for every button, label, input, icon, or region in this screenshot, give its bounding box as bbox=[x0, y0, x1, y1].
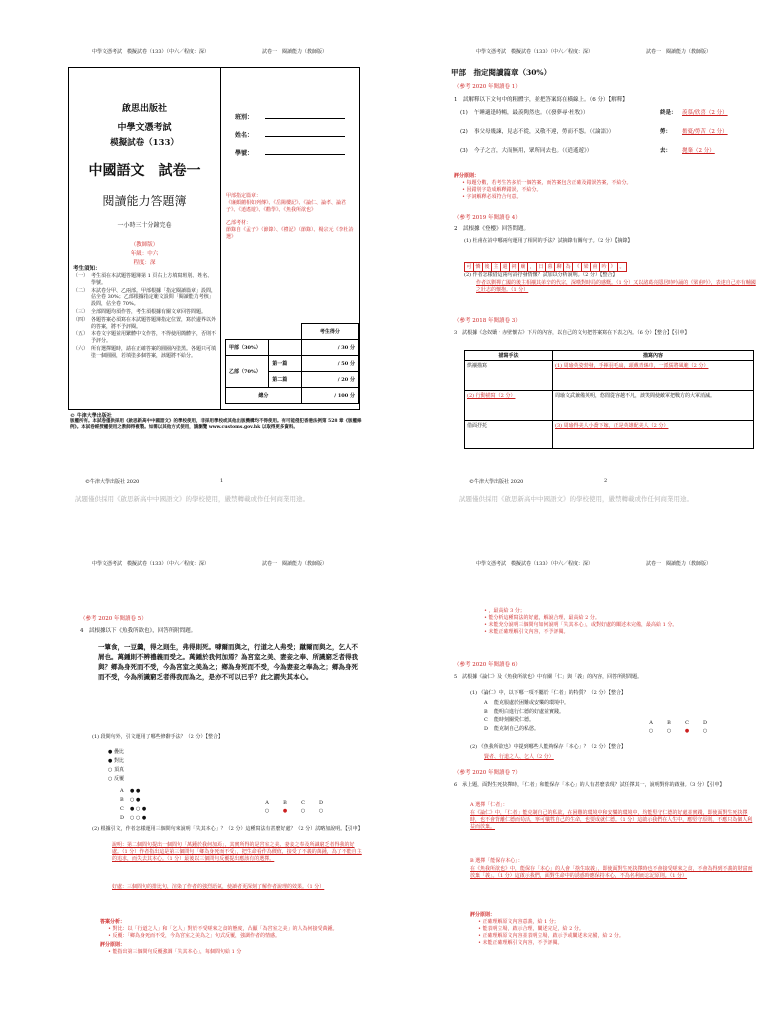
option-text: 能明白進行仁德的好處並實踐。 bbox=[494, 708, 565, 715]
item-number: (3) bbox=[460, 148, 468, 154]
option-letter: D bbox=[484, 725, 489, 732]
item-answer: 擔憂/勞苦（2 分） bbox=[682, 129, 728, 135]
q4b-merit: 好處：三個問句的排比句，渲染了作者的強烈語氣，使讀者更深刻了解作者說理的效果。（1 分） bbox=[112, 884, 325, 890]
header-left: 中學文憑考試 模擬試卷（133）（中六／程度：深） bbox=[92, 49, 210, 55]
q4b-text: (2) 根據引文，作者怎樣運用三個問句來說明「失其本心」？（2 分）這種寫法有甚麼好處？（2 分）試略加說明。【引申】 bbox=[92, 826, 363, 832]
header-right: 試卷一 閱讀能力（教師版） bbox=[646, 561, 712, 567]
score-cell: / 50 分 bbox=[301, 356, 358, 372]
q3-text: 3 試根據《念奴嬌‧赤壁懷古》下片的內容，以自己的文句把答案寫在下表之內。（6 分）【整合】【引申】 bbox=[454, 330, 690, 336]
option-item: ○ 頂真 bbox=[108, 767, 124, 773]
q1-item bbox=[460, 148, 760, 167]
header-right: 試卷一 閱讀能力（教師版） bbox=[262, 561, 328, 567]
q2a-text: (1) 杜甫在詩中哪兩句運用了相同的手法？試摘錄有關句子。（2 分）【摘錄】 bbox=[464, 238, 633, 244]
choice-item bbox=[120, 805, 146, 814]
grid-cell: 可 bbox=[464, 262, 474, 272]
note-text: 考生須在本試題答題簿第 1 頁右上方填寫班別、姓名、學號。 bbox=[91, 273, 213, 286]
note-text: 所有選擇題時，請在正確答案的圓圈內塗黑。各題只可填塗一個圓圈，若填塗多個答案，該題將不給分。 bbox=[91, 345, 217, 359]
q6-option-b: B 選擇「能保存本心」： bbox=[470, 858, 523, 864]
publisher: 啟思出版社 bbox=[121, 104, 167, 114]
page-2 bbox=[384, 0, 768, 512]
q2-text: 2 試根據《登樓》回答問題。 bbox=[454, 226, 530, 232]
ref-b: 節錄自《孟子》（節錄）、《禮記》（節錄）、楊宗元《李杜詩選》 bbox=[226, 227, 354, 240]
table-cell: (1) 周瑜英姿勃發，手揮羽毛扇，頭戴青絲巾，一派儒將風範（2 分） bbox=[553, 361, 754, 391]
q2-source: （參考 2019 年閱讀卷 4） bbox=[454, 215, 521, 221]
score-cell: 乙部（70%） bbox=[226, 356, 269, 388]
header-left: 中學文憑考試 模擬試卷（133）（中六／程度：深） bbox=[92, 561, 210, 567]
q5-options bbox=[484, 699, 569, 733]
rubric-item: • 字詞解釋必須符合句意。 bbox=[462, 194, 522, 200]
item-text: 午睡適逢時暢，最羨陶然也。（《發夢尋·杜牧》） bbox=[474, 110, 589, 116]
score-cell: / 20 分 bbox=[301, 372, 358, 388]
watermark: 試題僅供採用《啟思新高中中國語文》的學校使用，嚴禁轉載或作任何商業用途。 bbox=[75, 495, 309, 503]
version-label: （教師版） bbox=[130, 242, 159, 248]
q4b-answer: 說明：第二個問句提出一個問句「萬鍾於我何加焉」，其實所得的是宮室之美、妻妾之奉及所識窮乏者得我的好處。（1 分）作者指出這是第三個問句「鄉為身死而不受」，把生命看作為價值，接受了不義的萬鍾，為了不能自主的追求，而失去其本心。（1 分）最後以三個問句反覆提出應該有的選擇。 bbox=[112, 842, 362, 862]
footer-left: ©牛津大學出版社 2020 bbox=[85, 479, 140, 485]
choice-list bbox=[120, 787, 146, 823]
note-item bbox=[73, 346, 216, 360]
grid-cell: 主 bbox=[491, 262, 501, 272]
bubble-label: B bbox=[283, 800, 287, 806]
item-number: (1) bbox=[460, 110, 468, 116]
note-item bbox=[73, 273, 216, 287]
grid-cell: ， bbox=[527, 262, 537, 272]
q2b-answer: 作者以劉禪亡國的後主相襯其弟辛的代宗，深嘆對時局的感慨。（1 分）又以諸葛亮隱居時吟誦的《梁甫吟》，表達自己亦有輔國之壯志的懷抱。（1 分） bbox=[476, 280, 756, 293]
top-rubric bbox=[476, 608, 756, 636]
rubric-item: • 能表明立場，啟示合理，闡述完足，給 2 分。 bbox=[478, 926, 584, 932]
q1-text: 1 試解釋以下文句中的粗體字，並把答案寫在橫線上。（6 分）【解釋】 bbox=[454, 97, 628, 103]
choice-item bbox=[120, 814, 146, 823]
score-cell: 甲部（30%） bbox=[226, 340, 269, 356]
grid-cell: 梁 bbox=[581, 262, 591, 272]
header-right: 試卷一 閱讀能力（教師版） bbox=[646, 49, 712, 55]
table-cell: 烘襯描寫 bbox=[465, 361, 553, 391]
grid-cell: 後 bbox=[482, 262, 492, 272]
analysis-title: 答案分析： bbox=[100, 919, 126, 925]
item-word: 終是： bbox=[660, 110, 677, 116]
rubric-item: • 能指出第三個問句反覆強調「失其本心」，每個問句給 1 分 bbox=[108, 949, 242, 955]
cover-divider bbox=[220, 68, 221, 409]
option-text: 能時刻關愛仁德。 bbox=[494, 717, 535, 723]
q1-items bbox=[460, 110, 760, 167]
note-number: （六） bbox=[73, 345, 89, 352]
q2b-text: (2) 作者怎樣借這兩句詩抒發情懷？試加以分析說明。（2 分）【整合】 bbox=[464, 272, 618, 278]
table-cell: (3) 周瑜得美人小喬下嫁，正是英雄配美人（2 分） bbox=[553, 421, 754, 449]
score-title: 考生得分 bbox=[301, 324, 358, 340]
choice-marks: ○ ○ ● bbox=[130, 815, 147, 821]
q4-text: 4 試根據以下《魚我所欲也》，回答所附問題。 bbox=[80, 628, 197, 634]
choice-letter: C bbox=[120, 806, 124, 812]
rubric-item: • 因錯別字造成解釋錯誤，不給分。 bbox=[462, 187, 542, 193]
score-cell: 第一篇 bbox=[269, 356, 301, 372]
ref-a: 《廉頗藺相如列傳》、《岳陽樓記》、《論仁、論孝、論君子》、《逍遙遊》、《勸學》、《魚我所欲也》 bbox=[226, 200, 347, 213]
rubric-item: • 正確理解原文內容並表明立場，啟示予或闡述未完備，給 2 分。 bbox=[478, 933, 624, 939]
grid-cell: 《 bbox=[572, 262, 582, 272]
q6-answer-b: 在《魚我所欲也》中，能保存「本心」的人會「捨生取義」，即使面對生死抉擇時也不會接受嗟來之食，不會為得到不義的財富而放棄「義」。（1 分）這啟示我們，面對生命中的誘惑時應保持本心，不為名利而忘記原則。（1 分） bbox=[470, 866, 753, 879]
score-cell: / 30 分 bbox=[301, 340, 358, 356]
cover-box bbox=[68, 67, 360, 410]
grid-cell: 還 bbox=[500, 262, 510, 272]
bubble-label: A bbox=[265, 800, 269, 806]
option-list bbox=[108, 748, 124, 784]
q4a-text: (1) 段間句外，引文運用了哪些修辭手法？（2 分）【整合】 bbox=[92, 734, 223, 740]
note-number: （二） bbox=[73, 287, 89, 294]
table-cell: 借面抒托 bbox=[465, 421, 553, 449]
q3-table bbox=[464, 350, 754, 449]
choice-letter: A bbox=[120, 788, 124, 794]
option-item: ● 疊比 bbox=[108, 749, 124, 755]
choice-marks: ● ○ ● bbox=[130, 806, 147, 812]
note-item bbox=[73, 317, 216, 331]
q1-source: （參考 2020 年閱讀卷 1） bbox=[454, 84, 521, 90]
student-number-field[interactable] bbox=[235, 148, 253, 157]
answer-bubbles[interactable]: A B C D ○ ● ○ ○ bbox=[258, 800, 330, 815]
q5-option bbox=[484, 725, 569, 734]
class-label: 班別： bbox=[235, 114, 254, 121]
subject-title: 中國語文 試卷一 bbox=[88, 163, 201, 179]
note-text: 全部問題均須作答，考生須根據有關文章回答問題。 bbox=[91, 308, 207, 315]
header-left: 中學文憑考試 模擬試卷（133）（中六／程度：深） bbox=[476, 49, 594, 55]
choice-letter: D bbox=[120, 815, 125, 821]
name-label: 姓名： bbox=[235, 132, 254, 139]
q5-option bbox=[484, 699, 569, 708]
q5-option bbox=[484, 708, 569, 717]
bubble-label: A bbox=[649, 720, 653, 726]
q6-option-a: A 選擇「仁者」： bbox=[470, 802, 508, 808]
header-right: 試卷一 閱讀能力（教師版） bbox=[262, 49, 328, 55]
bubble-label: D bbox=[318, 800, 323, 806]
page-4 bbox=[384, 512, 768, 1024]
item-word: 勞： bbox=[660, 129, 672, 135]
item-number: (2) bbox=[460, 129, 468, 135]
choice-item bbox=[120, 787, 146, 796]
option-item: ○ 反覆 bbox=[108, 776, 124, 782]
grid-cell: 聊 bbox=[554, 262, 564, 272]
grid-cell: 憐 bbox=[473, 262, 483, 272]
note-text: 各題答案必須寫在本試題答題簿指定位置，寫於邊界以外的答案，將不予評閱。 bbox=[91, 316, 217, 330]
page-1-cover bbox=[0, 0, 384, 512]
rubric-title: 評分原則： bbox=[100, 942, 126, 948]
q6-answer-a: 在《論仁》中，「仁者」能克制自己的私欲，在困難的環境中和安樂的環境中，均能堅守仁德的好處並實踐，即使面對生死抉擇時，也不會背離仁德而茍活，寧可犧牲自己的生命，也要成就仁德。（1 分）這啟示我們在人生中，應堅守原則，不應只為個人利益而放棄。 bbox=[470, 810, 753, 830]
item-answer: 羨慕/欣喜（2 分） bbox=[682, 110, 728, 116]
grid-cell: 》 bbox=[608, 262, 618, 272]
rubric-item: • 每題分數，若考生答多於一個答案，而答案包含正確及錯誤答案，不給分。 bbox=[462, 180, 632, 186]
q5b-text: (2) 《魚我所欲也》中提到哪些人能夠保存「本心」？（2 分）【整合】 bbox=[470, 744, 626, 750]
duration: 一小時三十分鐘完卷 bbox=[117, 222, 172, 229]
paper-number: 模擬試卷（133） bbox=[110, 138, 179, 148]
item-text: 今子之言，大而無用，眾所同去也。（《逍遙遊》） bbox=[474, 148, 593, 154]
q4-source: （參考 2020 年閱讀卷 5） bbox=[80, 616, 147, 622]
rubric-item: • 能分析這種寫法的好處，解說合理，最高給 2 分。 bbox=[484, 615, 600, 621]
choice-marks: ● ● bbox=[130, 788, 141, 794]
ref-b-title: 乙部考材： bbox=[226, 220, 252, 226]
grid-cell: 為 bbox=[563, 262, 573, 272]
answer-analysis bbox=[100, 919, 362, 956]
footer-left: ©牛津大學出版社 2020 bbox=[469, 479, 524, 485]
level-label: 程度：深 bbox=[133, 260, 156, 266]
q5-answer-bubbles[interactable]: A B C D ○ ○ ● ○ bbox=[642, 720, 714, 735]
class-field[interactable] bbox=[235, 112, 253, 121]
score-cell: 總分 bbox=[226, 388, 302, 404]
rubric-item: • 未能充分說明三個問句如何說明「失其本心」，或對好處的闡述未完備，最高給 1 分。 bbox=[484, 622, 678, 628]
table-header: 描寫手法 bbox=[465, 351, 553, 361]
item-word: 去： bbox=[660, 148, 672, 154]
note-text: 本試卷分甲、乙兩部。甲部根據「指定閱讀篇章」設問，佔全卷 30%；乙部根據指定範文設問「閱讀能力考核」設問，佔全卷 70%。 bbox=[91, 287, 217, 308]
note-item bbox=[73, 309, 216, 316]
watermark: 試題僅供採用《啟思新高中中國語文》的學校使用，嚴禁轉載或作任何商業用途。 bbox=[459, 495, 693, 503]
score-table bbox=[225, 323, 359, 404]
score-cell: 第二篇 bbox=[269, 372, 301, 388]
q1-item bbox=[460, 110, 760, 129]
grade-label: 年級：中六 bbox=[130, 251, 159, 257]
copyright-text: 版權所有。本試卷僅供採用《啟思新高中中國語文》的學校使用，非採用學校或其他出版機構均不得使用。有可能侵犯香港法例第 528 章《版權條例》。本試卷經授權使用之教師得複製。如需以其他方式使用，請瀏覽 www.customs.gov.hk 以取得更多資料。 bbox=[70, 419, 362, 430]
grid-cell: 祠 bbox=[509, 262, 519, 272]
rubric-item: • 未能正確理解引文內容，不予評閱。 bbox=[478, 940, 563, 946]
note-text: 本卷文字題並用繁體中文作答，不得使用簡體字，否則不予評分。 bbox=[91, 331, 217, 345]
exam-title: 中學文憑考試 bbox=[117, 123, 172, 133]
option-text: 能克服處於困難或安樂的環境中。 bbox=[494, 700, 570, 706]
rubric-item: • 正確理解原文內容意義，給 1 分； bbox=[478, 919, 559, 925]
booklet-title: 閱讀能力答題簿 bbox=[102, 194, 187, 208]
bubble-label: B bbox=[667, 720, 671, 726]
page-3 bbox=[0, 512, 384, 1024]
note-number: （五） bbox=[73, 331, 89, 338]
rubric-item: • 對比：以「行道之人」和「乞人」對於不受嗟來之食的態度，凸顯「為宮室之美」的人為何接受萬鍾。 bbox=[108, 926, 338, 932]
rubric-item: • 反覆：「鄉為身死而不受，今為宮室之美為之」句式反覆，強調作者的情感。 bbox=[108, 933, 281, 939]
item-text: 事父母幾諫，見志不從，又敬不違，勞而不怨。（《論語》） bbox=[474, 129, 615, 135]
option-letter: C bbox=[484, 717, 488, 723]
note-item bbox=[73, 288, 216, 308]
ref-title: 甲部指定篇章： bbox=[226, 193, 262, 199]
grid-cell: 暮 bbox=[545, 262, 555, 272]
notes-title: 考生須知： bbox=[73, 266, 101, 272]
bubble-label: C bbox=[301, 800, 305, 806]
score-cell: / 100 分 bbox=[301, 388, 358, 404]
q5-option bbox=[484, 716, 569, 725]
section-title: 甲部 指定閱讀篇章（30%） bbox=[451, 68, 552, 77]
table-cell: (2) 行動描寫（2 分） bbox=[465, 391, 553, 421]
rubric-title: 評分原則： bbox=[470, 912, 496, 918]
grid-cell: 吟 bbox=[599, 262, 609, 272]
option-letter: A bbox=[484, 700, 488, 706]
option-item: ● 對比 bbox=[108, 758, 124, 764]
q6-rubric bbox=[470, 912, 756, 947]
note-number: （一） bbox=[73, 273, 89, 279]
table-header: 描寫內容 bbox=[553, 351, 754, 361]
name-field[interactable] bbox=[235, 130, 253, 139]
q5-text: 5 試根據《論仁》及《魚我所欲也》中有關「仁」與「義」的內容，回答所附問題。 bbox=[454, 674, 643, 680]
option-letter: B bbox=[484, 708, 488, 715]
page-number: 2 bbox=[604, 478, 608, 484]
note-number: （四） bbox=[73, 316, 89, 323]
copyright-title: © 牛津大學出版社 bbox=[70, 413, 112, 419]
grid-cell: 日 bbox=[536, 262, 546, 272]
q1-item bbox=[460, 129, 760, 148]
option-text: 能克制自己的私慾。 bbox=[494, 725, 540, 732]
header-left: 中學文憑考試 模擬試卷（133）（中六／程度：深） bbox=[476, 561, 594, 567]
notes bbox=[69, 264, 220, 361]
bubble-label: D bbox=[702, 720, 707, 726]
q5-source: （參考 2020 年閱讀卷 6） bbox=[454, 662, 521, 668]
bubble-label: C bbox=[685, 720, 689, 726]
page-number: 1 bbox=[220, 478, 224, 484]
note-number: （三） bbox=[73, 308, 89, 315]
note-item bbox=[73, 331, 216, 345]
item-answer: 拋棄（2 分） bbox=[682, 148, 715, 154]
rubric-item: • 未能正確理解引文內容，不予評閱。 bbox=[484, 629, 569, 635]
choice-marks: ○ ● bbox=[130, 797, 141, 803]
q5a-text: (1) 《論仁》中，以下哪一項不屬於「仁者」的特質？（2 分）【整合】 bbox=[470, 690, 626, 696]
table-cell: 周瑜文武兼備英明，悠閒從容越不凡，談笑間使敵軍把戰方的大軍消滅。 bbox=[553, 391, 754, 421]
grid-cell: 廟 bbox=[518, 262, 528, 272]
q1-rubric bbox=[454, 173, 754, 201]
q3-source: （參考 2018 年閱讀卷 3） bbox=[454, 318, 521, 324]
choice-letter: B bbox=[120, 797, 124, 803]
grid-cell: 。 bbox=[617, 262, 627, 272]
grid-cell: 甫 bbox=[590, 262, 600, 272]
q6-source: （參考 2020 年閱讀卷 7） bbox=[454, 770, 521, 776]
rubric-title: 評分原則： bbox=[454, 173, 480, 179]
q6-text: 6 承上題，面對生死抉擇時，「仁者」和能保存「本心」的人有甚麼表現？試任擇其一，說明對你的啟發。（3 分）【引申】 bbox=[454, 782, 725, 788]
choice-item bbox=[120, 796, 146, 805]
student-number-label: 學號： bbox=[235, 150, 254, 157]
answer-grid bbox=[464, 253, 626, 272]
reference-texts bbox=[226, 193, 354, 241]
rubric-item: • ，最高給 3 分； bbox=[484, 608, 525, 614]
passage: 一簞食，一豆羹，得之則生，弗得則死。嘑爾而與之，行道之人弗受；蹴爾而與之，乞人不屑也。萬鍾則不辨禮義而受之。萬鍾於我何加焉？為宮室之美、妻妾之奉、所識窮乏者得我與？鄉為身死而不受，今為宮室之美為之；鄉為身死而不受，今為妻妾之奉為之；鄉為身死而不受，今為所識窮乏者得我而為之，是亦不可以已乎？此之謂失其本心。 bbox=[98, 643, 358, 681]
q5b-answer: 賢者、行道之人、乞人（2 分） bbox=[484, 754, 554, 760]
